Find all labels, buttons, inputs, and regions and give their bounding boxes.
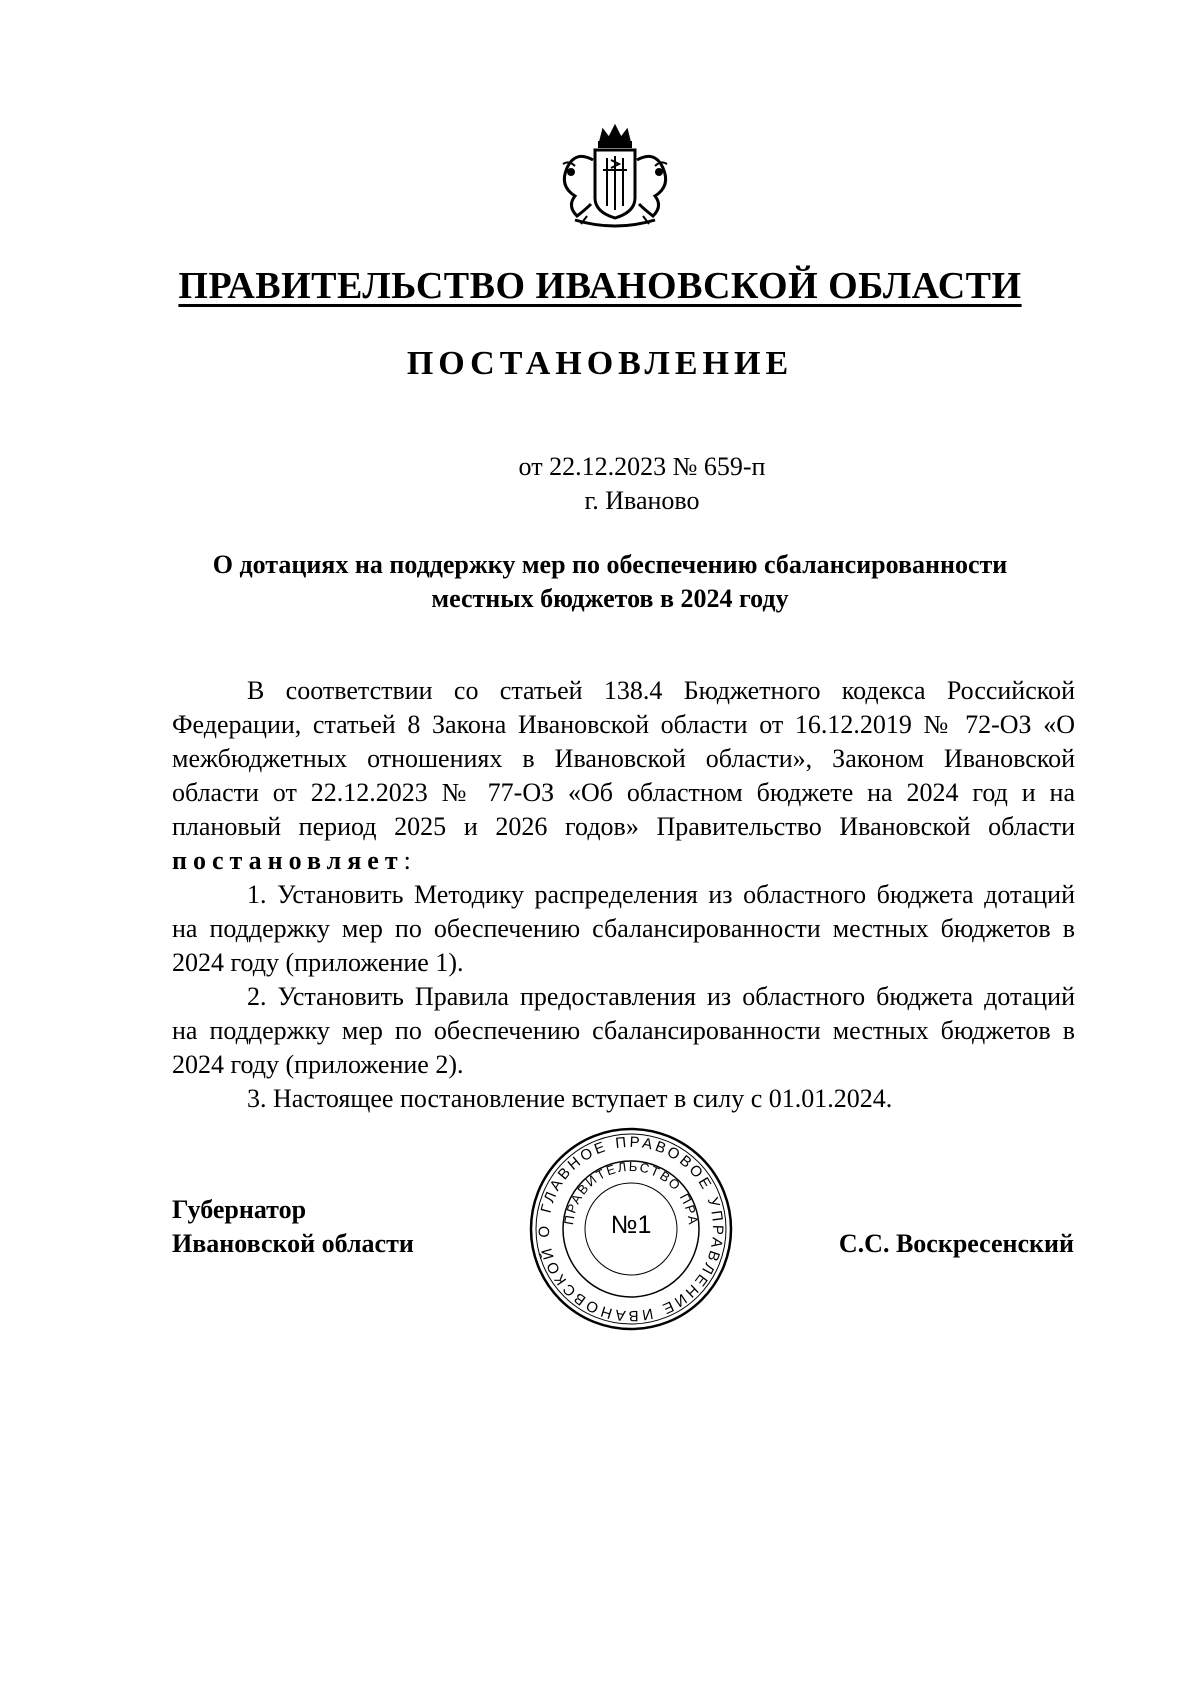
- stamp-inner-text: ПРАВИТЕЛЬСТВО ПРА: [560, 1158, 702, 1228]
- document-city: г. Иваново: [584, 486, 700, 515]
- organization-title-text: ПРАВИТЕЛЬСТВО ИВАНОВСКОЙ ОБЛАСТИ: [178, 265, 1022, 307]
- document-type: ПОСТАНОВЛЕНИЕ: [406, 345, 794, 382]
- subject-line-1: О дотациях на поддержку мер по обеспечению сбалансированности: [212, 550, 1008, 579]
- subject-line-2: местных бюджетов в 2024 году: [431, 584, 789, 613]
- signatory-position-line-1: Губернатор: [172, 1195, 307, 1224]
- document-body: [172, 674, 1075, 1116]
- stamp-number: №1: [610, 1211, 652, 1239]
- resolves-word: постановляет: [172, 846, 404, 875]
- preamble-text: В соответствии со статьей 138.4 Бюджетного кодекса Российской Федерации, статьей 8 Закона Ивановской области от 16.12.2019 № 72-ОЗ «О межбюджетных отношениях в Ивановской области», Законом Ивановской области от 22.12.2023 № 77-ОЗ «Об областном бюджете на 2024 год и на плановый период 2025 и 2026 годов» Правительство Ивановской области: [172, 676, 1075, 841]
- organization-title: [0, 262, 1200, 310]
- signatory-position: [172, 1193, 414, 1261]
- stamp-outer-text: ГЛАВНОЕ ПРАВОВОЕ УПРАВЛЕНИЕ ИВАНОВСКОЙ О: [535, 1133, 727, 1325]
- signatory-position-line-2: Ивановской области: [172, 1229, 414, 1258]
- resolution-item: 2. Установить Правила предоставления из областного бюджета дотаций на поддержку мер по обеспечению сбалансированности местных бюджетов в 2024 году (приложение 2).: [172, 982, 1075, 1079]
- signatory-name: С.С. Воскресенский: [838, 1229, 1074, 1258]
- document-date-number: от 22.12.2023 № 659-п: [518, 452, 766, 481]
- resolution-item: 1. Установить Методику распределения из областного бюджета дотаций на поддержку мер по обеспечению сбалансированности местных бюджетов в 2024 году (приложение 1).: [172, 880, 1075, 977]
- document-subject: [170, 548, 1050, 616]
- resolves-colon: :: [403, 846, 411, 875]
- resolution-item: 3. Настоящее постановление вступает в силу с 01.01.2024.: [247, 1084, 893, 1113]
- coat-of-arms-icon: [545, 120, 685, 232]
- document-meta: [0, 450, 1200, 518]
- official-stamp: [527, 1125, 735, 1333]
- preamble-paragraph: [172, 674, 1075, 878]
